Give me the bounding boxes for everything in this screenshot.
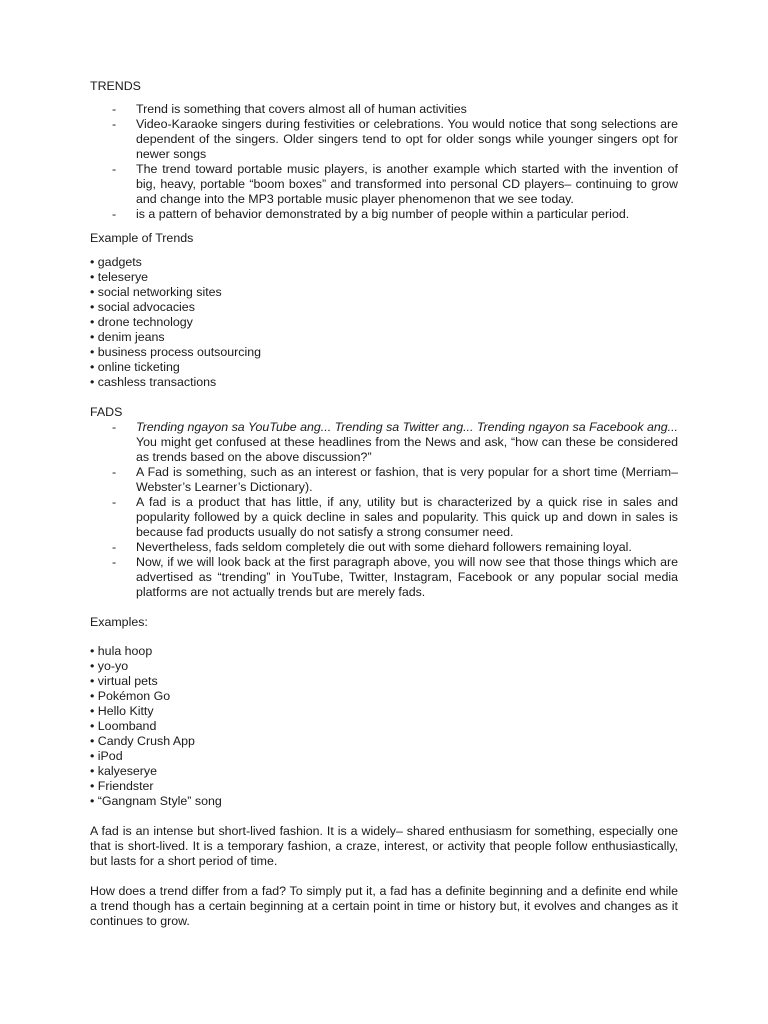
trends-point: - Video-Karaoke singers during festivities or celebrations. You would notice that song selections are dependent of the singers. Older singers tend to opt for older songs while younger singers opt for newer songs: [90, 117, 678, 162]
trend-example-item: • online ticketing: [90, 360, 678, 375]
trend-example-item: • social networking sites: [90, 285, 678, 300]
trend-examples-list: [90, 255, 678, 390]
fad-example-item: • Loomband: [90, 719, 678, 734]
fads-point: - A Fad is something, such as an interest or fashion, that is very popular for a short time (Merriam–Webster’s Learner’s Dictionary).: [90, 465, 678, 495]
fad-example-item: • “Gangnam Style” song: [90, 794, 678, 809]
fad-example-item: • kalyeserye: [90, 764, 678, 779]
trend-vs-fad-paragraph: How does a trend differ from a fad? To simply put it, a fad has a definite beginning and a definite end while a trend though has a certain beginning at a certain point in time or history but, it evolves and changes as it continues to grow.: [90, 884, 678, 928]
fads-points: [90, 420, 678, 600]
trends-points: [90, 102, 678, 222]
trends-point: - Trend is something that covers almost all of human activities: [90, 102, 678, 117]
fad-example-item: • Hello Kitty: [90, 704, 678, 719]
fads-intro-question: You might get confused at these headlines from the News and ask, “how can these be considered as trends based on the above discussion?”: [136, 435, 678, 464]
fads-point: - Now, if we will look back at the first paragraph above, you will now see that those things which are advertised as “trending” in YouTube, Twitter, Instagram, Facebook or any popular social media platforms are not actually trends but are merely fads.: [90, 555, 678, 600]
fads-intro-point: [90, 420, 678, 465]
fad-example-item: • virtual pets: [90, 674, 678, 689]
trend-example-item: • cashless transactions: [90, 375, 678, 390]
trends-heading: TRENDS: [90, 79, 141, 93]
trend-example-item: • denim jeans: [90, 330, 678, 345]
fad-examples-heading: Examples:: [90, 615, 148, 629]
fad-examples-list: [90, 644, 678, 809]
document-content: [90, 79, 678, 929]
fad-example-item: • iPod: [90, 749, 678, 764]
fads-point: - Nevertheless, fads seldom completely die out with some diehard followers remaining loyal.: [90, 540, 678, 555]
trend-example-item: • teleserye: [90, 270, 678, 285]
trend-example-item: • gadgets: [90, 255, 678, 270]
trend-examples-heading: Example of Trends: [90, 231, 194, 245]
trend-example-item: • drone technology: [90, 315, 678, 330]
fads-heading: FADS: [90, 405, 123, 419]
trend-example-item: • social advocacies: [90, 300, 678, 315]
trend-example-item: • business process outsourcing: [90, 345, 678, 360]
fads-intro-headlines: Trending ngayon sa YouTube ang... Trending sa Twitter ang... Trending ngayon sa Facebook ang...: [136, 420, 678, 434]
fad-example-item: • Friendster: [90, 779, 678, 794]
fad-definition-paragraph: A fad is an intense but short-lived fashion. It is a widely– shared enthusiasm for something, especially one that is short-lived. It is a temporary fashion, a craze, interest, or activity that people follow enthusiastically, but lasts for a short period of time.: [90, 824, 678, 868]
trends-point: - The trend toward portable music players, is another example which started with the invention of big, heavy, portable “boom boxes” and transformed into personal CD players– continuing to grow and change into the MP3 portable music player phenomenon that we see today.: [90, 162, 678, 207]
fad-example-item: • Candy Crush App: [90, 734, 678, 749]
fad-example-item: • Pokémon Go: [90, 689, 678, 704]
fads-point: - A fad is a product that has little, if any, utility but is characterized by a quick rise in sales and popularity followed by a quick decline in sales and popularity. This quick up and down in sales is because fad products usually do not satisfy a strong consumer need.: [90, 495, 678, 540]
fad-example-item: • hula hoop: [90, 644, 678, 659]
fad-example-item: • yo-yo: [90, 659, 678, 674]
trends-point: - is a pattern of behavior demonstrated by a big number of people within a particular period.: [90, 207, 678, 222]
